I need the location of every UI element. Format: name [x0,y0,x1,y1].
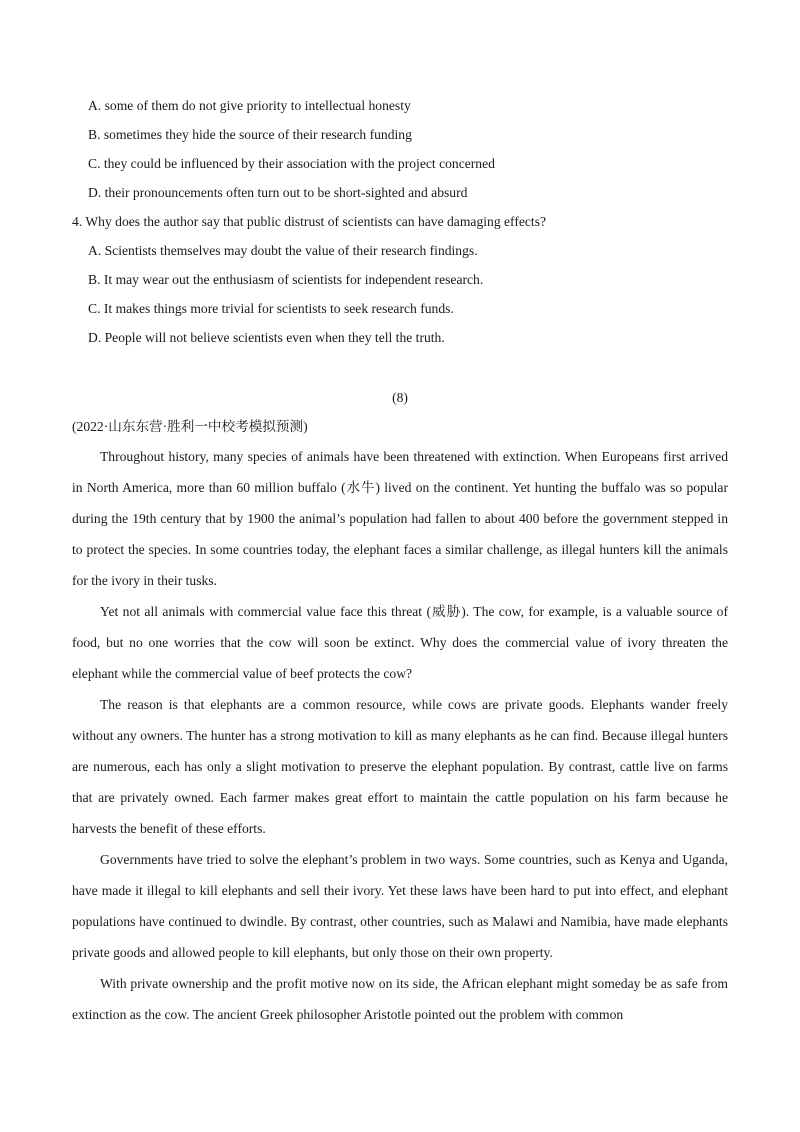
paragraph-5: With private ownership and the profit motive now on its side, the African elephant might someday be as safe from extinction as the cow. The ancient Greek philosopher Aristotle pointed out the problem with common [72,976,728,1022]
q3-option-c: C. they could be influenced by their association with the project concerned [88,156,495,171]
paragraph-4: Governments have tried to solve the elephant’s problem in two ways. Some countries, such as Kenya and Uganda, have made it illegal to kill elephants and sell their ivory. Yet these laws have been hard to put into effect, and elephant populations have continued to dwindle. By contrast, other countries, such as Malawi and Namibia, have made elephants private goods and allowed people to kill elephants, but only those on their own property. [72,852,728,960]
paragraph-2: Yet not all animals with commercial value face this threat (威胁). The cow, for example, is a valuable source of food, but no one worries that the cow will soon be extinct. Why does the commercial value of ivory threaten the elephant while the commercial value of beef protects the cow? [72,604,728,681]
q4-option-b: B. It may wear out the enthusiasm of scientists for independent research. [88,272,484,287]
q4-option-c: C. It makes things more trivial for scientists to seek research funds. [88,301,454,316]
q4-option-a: A. Scientists themselves may doubt the value of their research findings. [88,243,478,258]
section-source: (2022·山东东营·胜利一中校考模拟预测) [72,419,308,434]
q3-option-b: B. sometimes they hide the source of their research funding [88,127,412,142]
q4-stem: 4. Why does the author say that public distrust of scientists can have damaging effects? [72,214,547,229]
q3-option-d: D. their pronouncements often turn out to be short-sighted and absurd [88,185,468,200]
q3-option-a: A. some of them do not give priority to intellectual honesty [88,98,411,113]
q4-option-d: D. People will not believe scientists even when they tell the truth. [88,330,445,345]
paragraph-3: The reason is that elephants are a common resource, while cows are private goods. Elephants wander freely without any owners. The hunter has a strong motivation to kill as many elephants as he can find. Because illegal hunters are numerous, each has only a slight motivation to preserve the elephant population. By contrast, cattle live on farms that are privately owned. Each farmer makes great effort to maintain the cattle population on his farm because he harvests the benefit of these efforts. [72,697,728,836]
paragraph-1: Throughout history, many species of animals have been threatened with extinction. When Europeans first arrived in North America, more than 60 million buffalo (水牛) lived on the continent. Yet hunting the buffalo was so popular during the 19th century that by 1900 the animal’s population had fallen to about 400 before the government stepped in to protect the species. In some countries today, the elephant faces a similar challenge, as illegal hunters kill the animals for the ivory in their tusks. [72,449,728,588]
section-number: (8) [392,390,408,405]
